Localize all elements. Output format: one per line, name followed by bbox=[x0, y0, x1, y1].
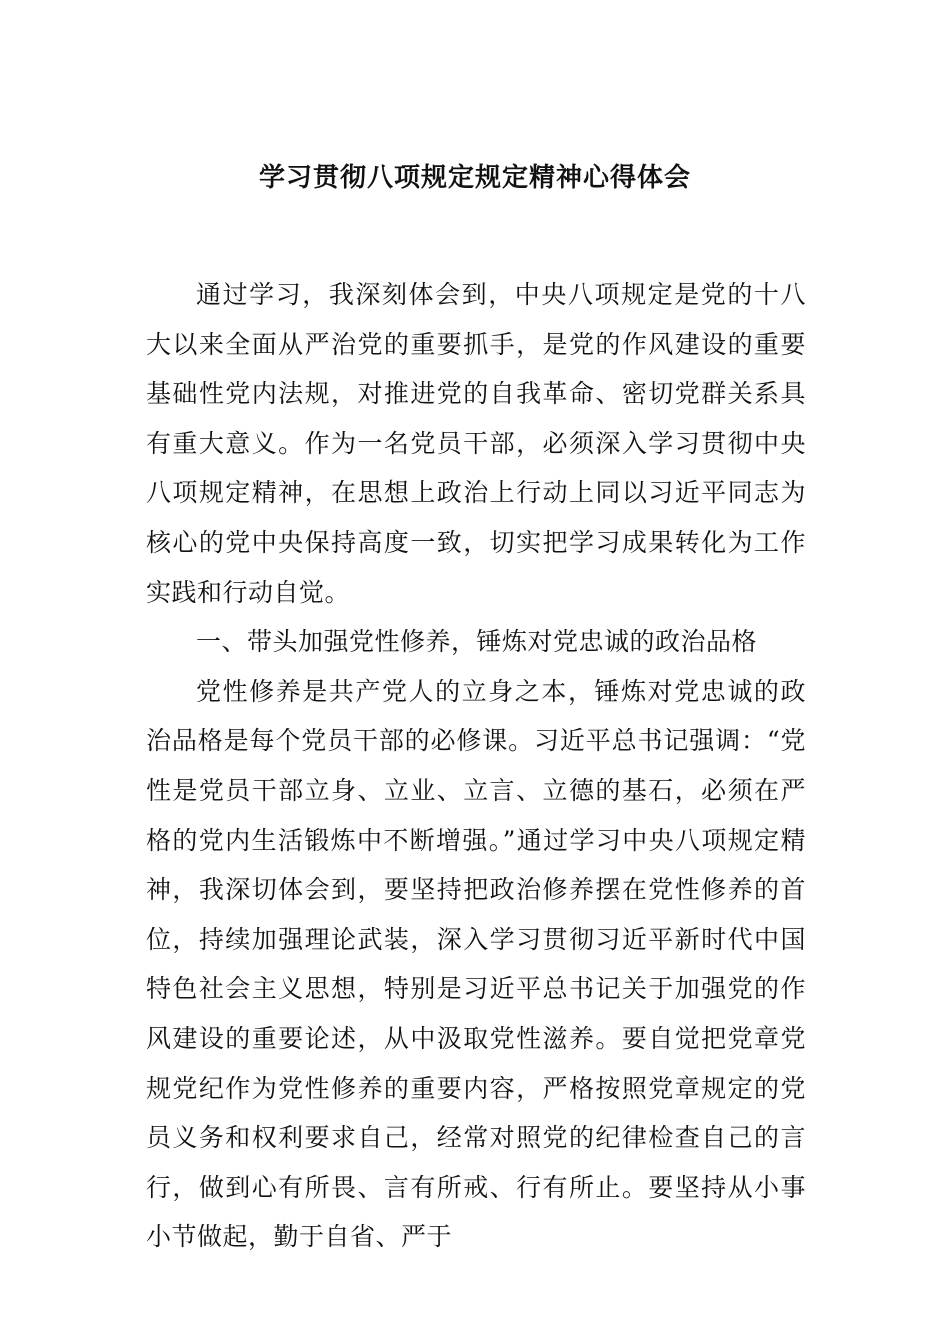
document-body bbox=[146, 270, 806, 1262]
document-title: 学习贯彻八项规定规定精神心得体会 bbox=[258, 163, 691, 193]
section-heading-1: 一、带头加强党性修养，锤炼对党忠诚的政治品格 bbox=[196, 627, 758, 657]
paragraph-section-1: 党性修养是共产党人的立身之本，锤炼对党忠诚的政治品格是每个党员干部的必修课。习近平总书记强调：“党性是党员干部立身、立业、立言、立德的基石，必须在严格的党内生活锻炼中不断增强。”通过学习中央八项规定精神，我深切体会到，要坚持把政治修养摆在党性修养的首位，持续加强理论武装，深入学习贯彻习近平新时代中国特色社会主义思想，特别是习近平总书记关于加强党的作风建设的重要论述，从中汲取党性滋养。要自觉把党章党规党纪作为党性修养的重要内容，严格按照党章规定的党员义务和权利要求自己，经常对照党的纪律检查自己的言行，做到心有所畏、言有所戒、行有所止。要坚持从小事小节做起，勤于自省、严于 bbox=[146, 676, 806, 1252]
paragraph-intro: 通过学习，我深刻体会到，中央八项规定是党的十八大以来全面从严治党的重要抓手，是党的作风建设的重要基础性党内法规，对推进党的自我革命、密切党群关系具有重大意义。作为一名党员干部，必须深入学习贯彻中央八项规定精神，在思想上政治上行动上同以习近平同志为核心的党中央保持高度一致，切实把学习成果转化为工作实践和行动自觉。 bbox=[146, 280, 806, 607]
